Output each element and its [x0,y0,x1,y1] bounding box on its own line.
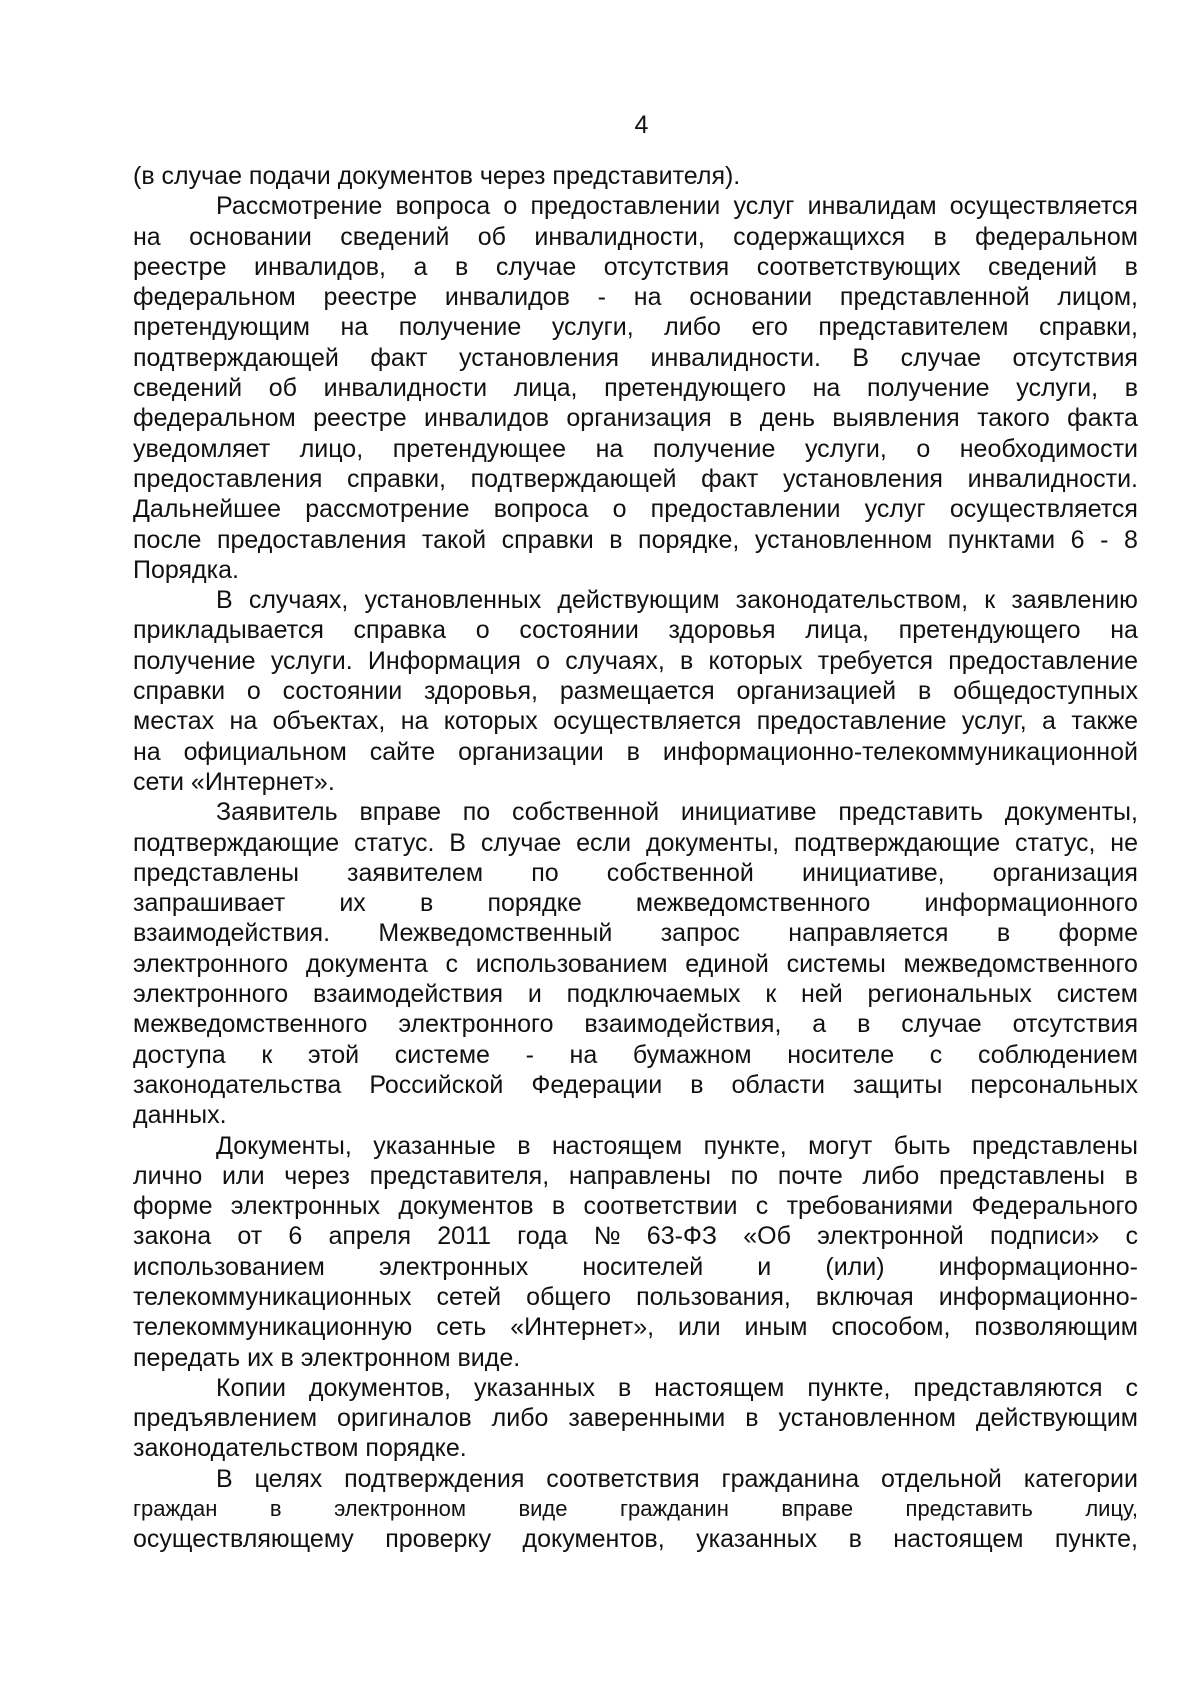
text-line: сети «Интернет». [133,767,335,796]
text-line: Дальнейшее рассмотрение вопроса о предоставлении услуг осуществляется [133,495,1138,524]
text-line: получение услуги. Информация о случаях, в которых требуется предоставление [133,646,1138,675]
text-line: телекоммуникационную сеть «Интернет», или иным способом, позволяющим [133,1313,1138,1342]
text-line: В случаях, установленных действующим законодательством, к заявлению [216,586,1138,615]
text-line: использованием электронных носителей и (или) информационно- [133,1252,1138,1281]
text-line: реестре инвалидов, а в случае отсутствия соответствующих сведений в [133,252,1138,281]
text-line: электронного документа с использованием единой системы межведомственного [133,949,1138,978]
text-line: федеральном реестре инвалидов организация в день выявления такого факта [133,404,1138,433]
text-line: предоставления справки, подтверждающей факт установления инвалидности. [133,464,1138,493]
text-line: после предоставления такой справки в порядке, установленном пунктами 6 - 8 [133,525,1138,554]
text-line: сведений об инвалидности лица, претендующего на получение услуги, в [133,374,1138,403]
text-line: Рассмотрение вопроса о предоставлении услуг инвалидам осуществляется [216,192,1138,221]
text-line: электронного взаимодействия и подключаемых к ней региональных систем [133,980,1138,1009]
text-line: осуществляющему проверку документов, указанных в настоящем пункте, [133,1525,1138,1554]
text-line: предъявлением оригиналов либо заверенными в установленном действующим [133,1404,1138,1433]
text-line: доступа к этой системе - на бумажном носителе с соблюдением [133,1040,1138,1069]
text-line: закона от 6 апреля 2011 года № 63-ФЗ «Об электронной подписи» с [133,1222,1138,1251]
text-line: (в случае подачи документов через представителя). [133,162,741,190]
text-line: законодательством порядке. [133,1434,467,1463]
text-line: претендующим на получение услуги, либо его представителем справки, [133,313,1138,342]
text-line: лично или через представителя, направлены по почте либо представлены в [133,1161,1138,1190]
text-line: передать их в электронном виде. [133,1343,521,1372]
body-text [133,161,1138,1555]
text-line: на официальном сайте организации в информационно-телекоммуникационной [133,737,1138,766]
text-line: уведомляет лицо, претендующее на получение услуги, о необходимости [133,434,1138,463]
text-line: представлены заявителем по собственной инициативе, организация [133,858,1138,887]
text-line: В целях подтверждения соответствия гражданина отдельной категории [216,1464,1138,1493]
text-line: запрашивает их в порядке межведомственного информационного [133,889,1138,918]
text-line: местах на объектах, на которых осуществляется предоставление услуг, а также [133,707,1138,736]
text-line: Документы, указанные в настоящем пункте, могут быть представлены [216,1131,1138,1160]
text-line: справки о состоянии здоровья, размещается организацией в общедоступных [133,677,1138,706]
text-line: подтверждающей факт установления инвалидности. В случае отсутствия [133,343,1138,372]
text-line: подтверждающие статус. В случае если документы, подтверждающие статус, не [133,828,1138,857]
text-line: взаимодействия. Межведомственный запрос направляется в форме [133,919,1138,948]
text-line: на основании сведений об инвалидности, содержащихся в федеральном [133,222,1138,251]
text-line: Копии документов, указанных в настоящем пункте, представляются с [216,1373,1138,1402]
text-line: законодательства Российской Федерации в области защиты персональных [133,1070,1138,1099]
text-line: граждан в электронном виде гражданин вправе представить лицу, [133,1496,1138,1522]
text-line: данных. [133,1101,227,1130]
text-line: телекоммуникационных сетей общего пользования, включая информационно- [133,1282,1138,1311]
text-line: форме электронных документов в соответствии с требованиями Федерального [133,1192,1138,1221]
text-line: межведомственного электронного взаимодействия, а в случае отсутствия [133,1010,1138,1039]
page-number: 4 [634,111,649,139]
text-line: федеральном реестре инвалидов - на основании представленной лицом, [133,283,1138,312]
text-line: Порядка. [133,555,239,584]
text-line: прикладывается справка о состоянии здоровья лица, претендующего на [133,616,1138,645]
text-line: Заявитель вправе по собственной инициативе представить документы, [216,798,1138,827]
